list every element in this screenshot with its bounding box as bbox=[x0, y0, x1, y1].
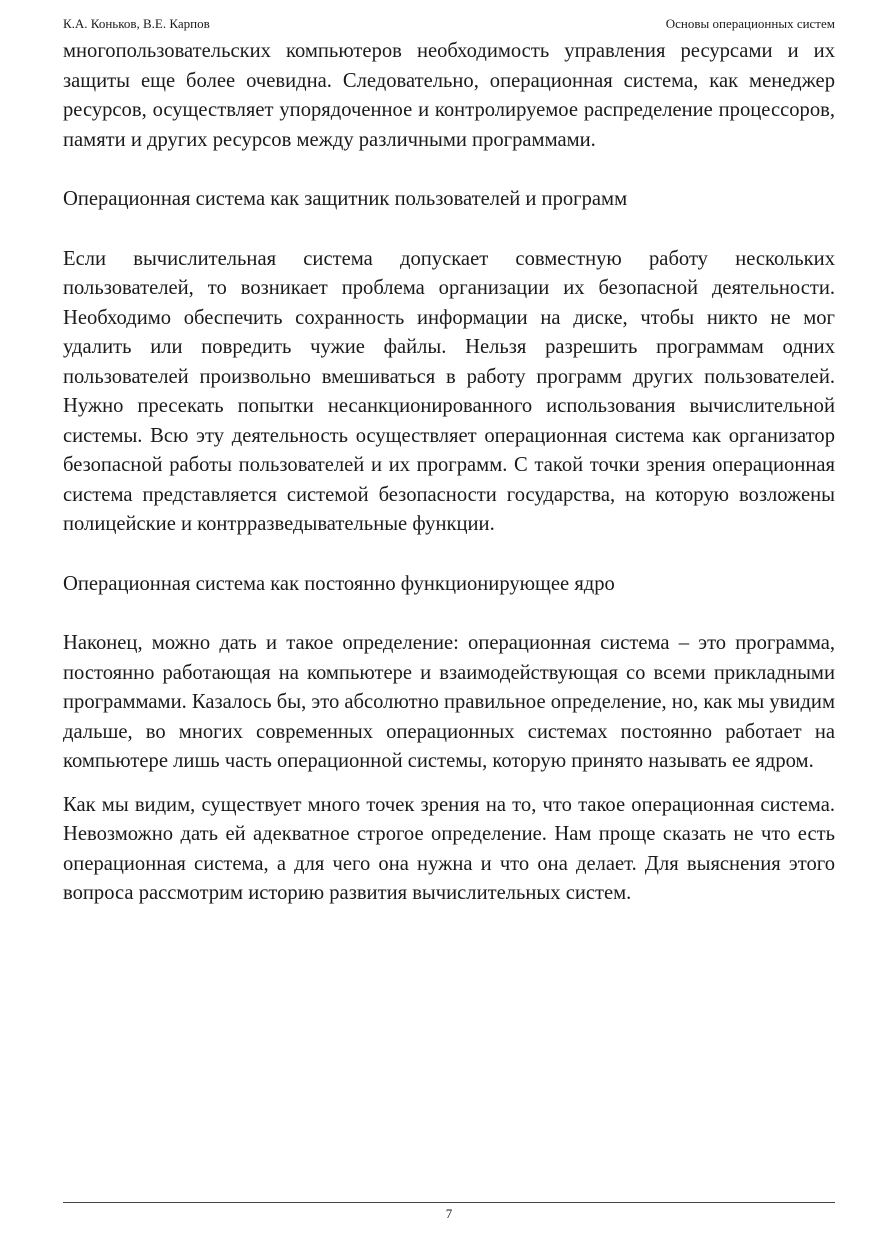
header-authors: К.А. Коньков, В.Е. Карпов bbox=[63, 16, 210, 31]
page-number: 7 bbox=[445, 1206, 453, 1221]
subheading-protector: Операционная система как защитник пользователей и программ bbox=[63, 188, 628, 210]
paragraph-resources: многопользовательских компьютеров необходимость управления ресурсами и их защиты еще более очевидна. Следовательно, операционная система, как менеджер ресурсов, осуществляет упорядоченное и контролируемое распределение процессоров, памяти и других ресурсов между различными программами. bbox=[63, 40, 835, 151]
paragraph-kernel: Наконец, можно дать и такое определение: операционная система – это программа, постоянно работающая на компьютере и взаимодействующая со всеми прикладными программами. Казалось бы, это абсолютно правильное определение, но, как мы увидим дальше, во многих современных операционных системах постоянно работает на компьютере лишь часть операционной системы, которую принято называть ее ядром. bbox=[63, 632, 835, 772]
paragraph-protector: Если вычислительная система допускает совместную работу нескольких пользователей, то возникает проблема организации их безопасной деятельности. Необходимо обеспечить сохранность информации на диске, чтобы никто не мог удалить или повредить чужие файлы. Нельзя разрешить программам одних пользователей произвольно вмешиваться в работу программ других пользователей. Нужно пресекать попытки несанкционированного использования вычислительной системы. Всю эту деятельность осуществляет операционная система как организатор безопасной работы пользователей и их программ. С такой точки зрения операционная система представляется системой безопасности государства, на которую возложены полицейские и контрразведывательные функции. bbox=[63, 247, 835, 535]
paragraph-conclusion: Как мы видим, существует много точек зрения на то, что такое операционная система. Невозможно дать ей адекватное строгое определение. Нам проще сказать не что есть операционная система, а для чего она нужна и что она делает. Для выяснения этого вопроса рассмотрим историю развития вычислительных систем. bbox=[63, 793, 835, 904]
page-content bbox=[63, 37, 835, 909]
footer-divider bbox=[63, 1202, 835, 1203]
running-header bbox=[63, 16, 835, 32]
header-book-title: Основы операционных систем bbox=[665, 16, 835, 31]
subheading-kernel: Операционная система как постоянно функционирующее ядро bbox=[63, 572, 615, 595]
